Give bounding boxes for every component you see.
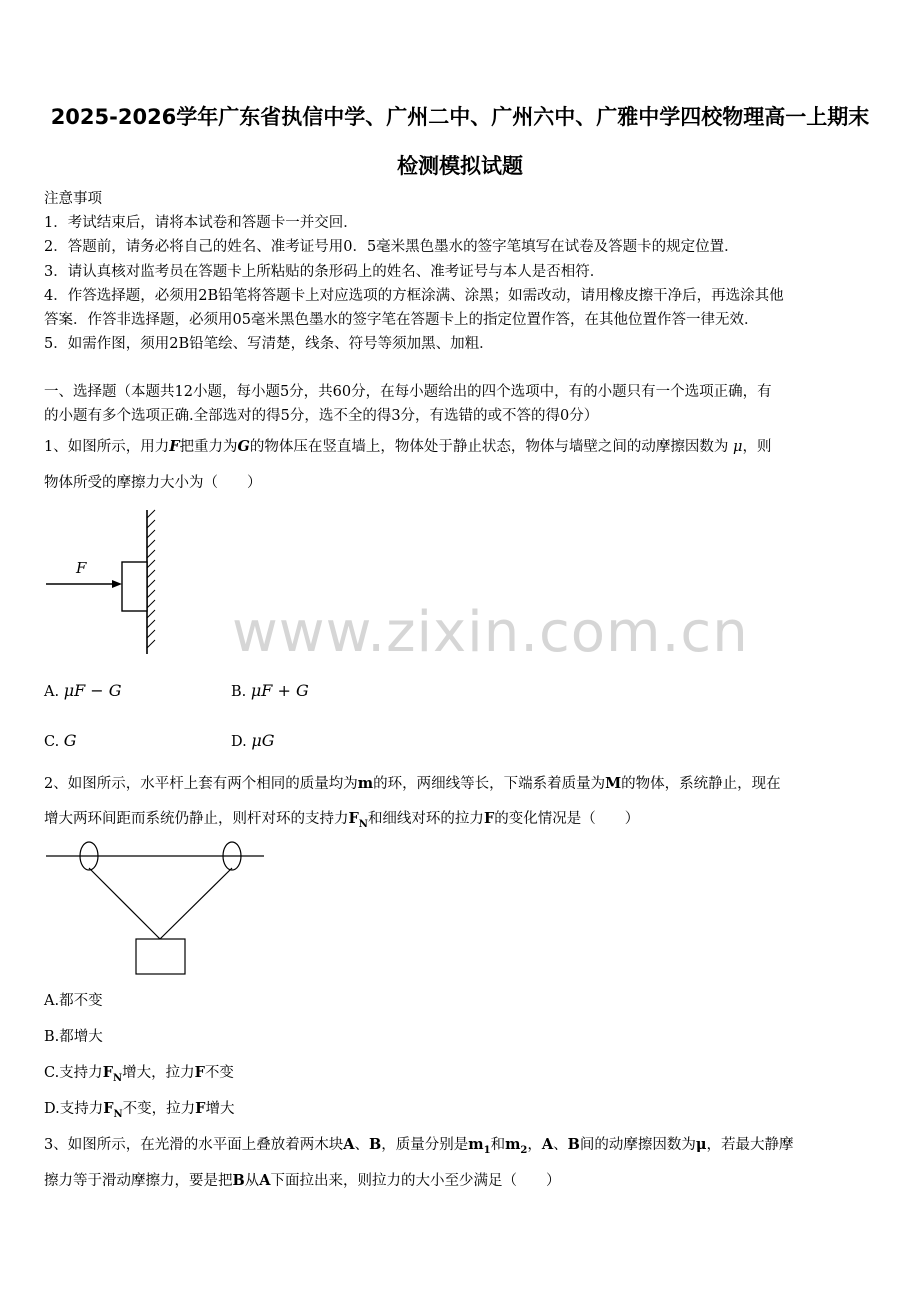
q2-option-c[interactable]: C.支持力$F_N$增大，拉力F不变 — [44, 1064, 234, 1084]
q3-stem-line1: 3、如图所示，在光滑的水平面上叠放着两木块A、B，质量分别是$m_1$和$m_2$，A、B间的动摩擦因数为μ，若最大静摩 — [44, 1136, 794, 1156]
notice-item: 1．考试结束后，请将本试卷和答题卡一并交回． — [44, 215, 358, 231]
q2-stem-line2: 增大两环间距而系统仍静止，则杆对环的支持力$F_N$和细线对环的拉力F的变化情况是（ ） — [44, 810, 640, 830]
notice-item: 3．请认真核对监考员在答题卡上所粘贴的条形码上的姓名、准考证号与本人是否相符． — [44, 264, 605, 280]
section-heading-line1: 一、选择题（本题共12小题，每小题5分，共60分，在每小题给出的四个选项中，有的小题只有一个选项正确，有 — [44, 384, 772, 400]
rings-on-rod-figure — [44, 838, 270, 980]
string-left — [89, 868, 160, 939]
q1-stem-line1: 1、如图所示，用力F把重力为G的物体压在竖直墙上，物体处于静止状态，物体与墙壁之间的动摩擦因数为 μ，则 — [44, 438, 772, 455]
mu-symbol: μ — [733, 439, 743, 455]
notice-item: 答案．作答非选择题，必须用05毫米黑色墨水的签字笔在答题卡上的指定位置作答，在其他位置作答一律无效． — [44, 312, 759, 328]
q1-option-d[interactable]: D. μG — [231, 731, 275, 750]
string-right — [160, 868, 232, 939]
hanging-mass — [136, 939, 185, 974]
watermark: www.zixin.com.cn — [232, 600, 749, 665]
block — [122, 562, 147, 611]
q2-stem-line1: 2、如图所示，水平杆上套有两个相同的质量均为m的环，两细线等长，下端系着质量为M的物体，系统静止，现在 — [44, 775, 781, 792]
notice-item: 5．如需作图，须用2B铅笔绘、写清楚，线条、符号等须加黑、加粗． — [44, 336, 494, 352]
q2-option-a[interactable]: A.都不变 — [44, 993, 103, 1009]
q1-option-c[interactable]: C. G — [44, 731, 77, 750]
q1-option-b[interactable]: B. μF + G — [231, 681, 309, 700]
page-title-line2: 检测模拟试题 — [397, 154, 523, 178]
force-label: F — [76, 559, 87, 577]
wall-block-figure — [44, 508, 164, 658]
q3-stem-line2: 擦力等于滑动摩擦力，要是把B从A下面拉出来，则拉力的大小至少满足（ ） — [44, 1172, 561, 1189]
q2-option-b[interactable]: B.都增大 — [44, 1029, 103, 1045]
gravity-symbol: G — [237, 438, 250, 455]
notice-heading: 注意事项 — [44, 191, 102, 207]
section-heading-line2: 的小题有多个选项正确.全部选对的得5分，选不全的得3分，有选错的或不答的得0分） — [44, 408, 599, 424]
notice-item: 4．作答选择题，必须用2B铅笔将答题卡上对应选项的方框涂满、涂黑；如需改动，请用橡皮擦干净后，再选涂其他 — [44, 288, 784, 304]
notice-item: 2．答题前，请务必将自己的姓名、准考证号用0．5毫米黑色墨水的签字笔填写在试卷及答题卡的规定位置． — [44, 239, 739, 255]
q1-stem-line2: 物体所受的摩擦力大小为（ ） — [44, 475, 262, 491]
q1-option-a[interactable]: A. μF − G — [44, 681, 122, 700]
q2-option-d[interactable]: D.支持力$F_N$不变，拉力F增大 — [44, 1100, 235, 1120]
page-title-line1: 2025-2026学年广东省执信中学、广州二中、广州六中、广雅中学四校物理高一上期末 — [50, 105, 870, 129]
force-symbol: F — [169, 438, 180, 455]
